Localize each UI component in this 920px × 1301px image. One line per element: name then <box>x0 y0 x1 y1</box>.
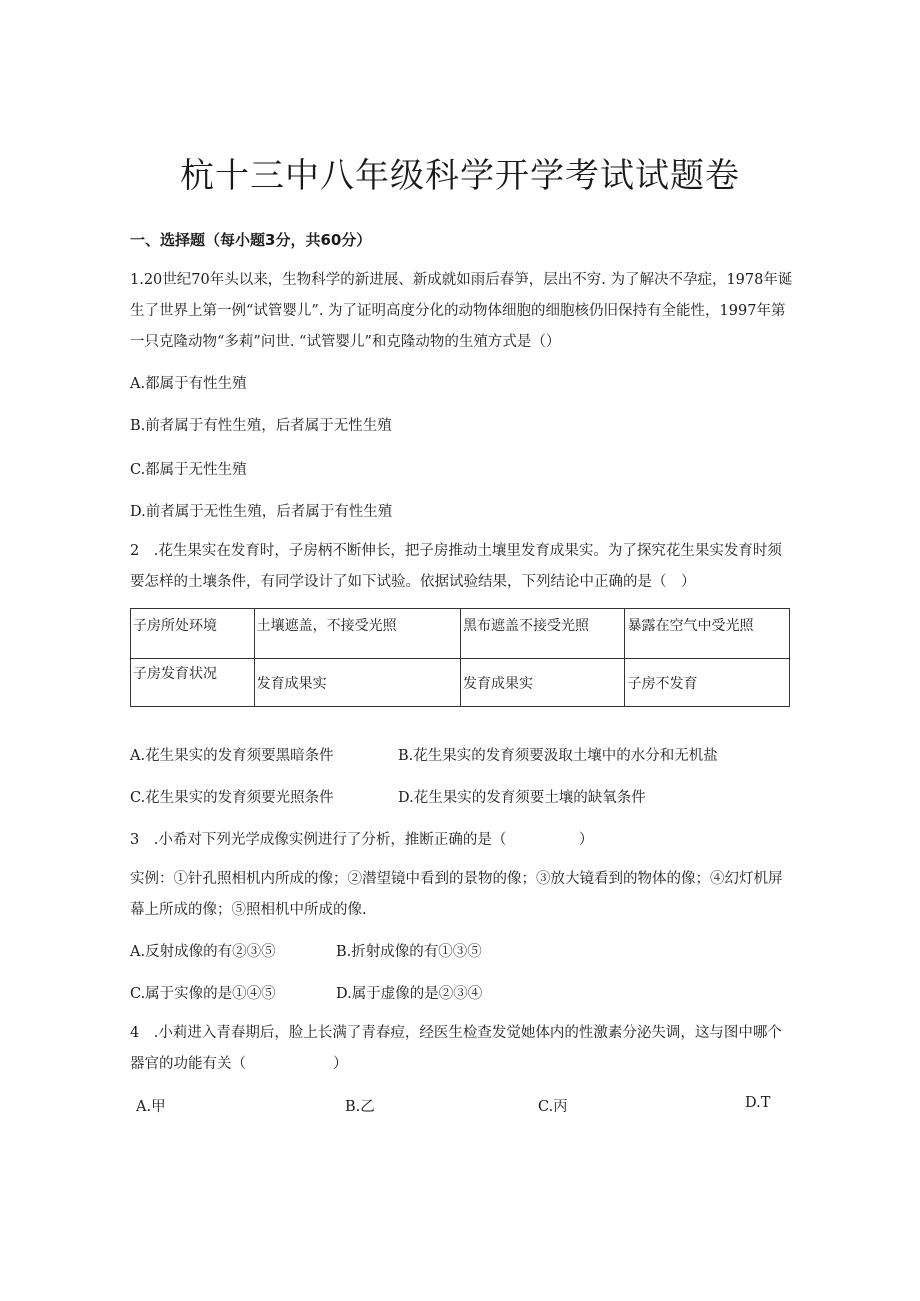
question-3-option-d: D.属于虚像的是②③④ <box>336 986 483 1002</box>
question-2-option-a: A.花生果实的发育须要黑暗条件 <box>130 748 334 764</box>
table-row <box>131 659 790 707</box>
table-cell: 土壤遮盖，不接受光照 <box>254 609 460 659</box>
table-cell: 黑布遮盖不接受光照 <box>461 609 625 659</box>
experiment-table <box>130 608 790 707</box>
table-row <box>131 609 790 659</box>
page-title: 杭十三中八年级科学开学考试试题卷 <box>180 156 740 196</box>
section-heading: 一、选择题（每小题3分，共60分） <box>130 231 372 249</box>
question-3-option-c: C.属于实像的是①④⑤ <box>130 986 276 1002</box>
question-4-stem: 4 .小莉进入青春期后，脸上长满了青春痘，经医生检查发觉她体内的性激素分泌失调，这与图中哪个器官的功能有关（ ） <box>130 1025 782 1072</box>
table-cell: 子房发育状况 <box>131 659 255 707</box>
question-2-option-d: D.花生果实的发育须要土壤的缺氧条件 <box>398 790 646 806</box>
question-3-option-a: A.反射成像的有②③⑤ <box>130 944 276 960</box>
table-cell: 暴露在空气中受光照 <box>625 609 790 659</box>
question-3-option-b: B.折射成像的有①③⑤ <box>336 944 482 960</box>
question-4-option-c: C.丙 <box>538 1099 568 1115</box>
question-3-examples: 实例：①针孔照相机内所成的像；②潜望镜中看到的景物的像；③放大镜看到的物体的像；④幻灯机屏幕上所成的像；⑤照相机中所成的像. <box>130 871 783 918</box>
table-cell: 子房所处环境 <box>131 609 255 659</box>
table-cell: 发育成果实 <box>461 659 625 707</box>
table-cell: 子房不发育 <box>625 659 790 707</box>
question-1-option-b: B.前者属于有性生殖，后者属于无性生殖 <box>130 418 392 434</box>
question-4-option-d: D.T <box>745 1095 771 1111</box>
question-2-option-c: C.花生果实的发育须要光照条件 <box>130 790 334 806</box>
table-cell: 发育成果实 <box>254 659 460 707</box>
question-1-option-a: A.都属于有性生殖 <box>130 376 247 392</box>
question-4-option-a: A.甲 <box>136 1099 166 1115</box>
question-1-option-c: C.都属于无性生殖 <box>130 462 247 478</box>
question-4-option-b: B.乙 <box>345 1099 375 1115</box>
question-3-stem: 3 .小希对下列光学成像实例进行了分析，推断正确的是（ ） <box>130 832 594 848</box>
question-2-stem: 2 .花生果实在发育时，子房柄不断伸长，把子房推动土壤里发育成果实。为了探究花生果实发育时须要怎样的土壤条件，有同学设计了如下试验。依据试验结果，下列结论中正确的是（ ） <box>130 543 782 590</box>
question-1-option-d: D.前者属于无性生殖，后者属于有性生殖 <box>130 504 393 520</box>
question-1-stem: 1.20世纪70年头以来，生物科学的新进展、新成就如雨后春笋，层出不穷. 为了解决不孕症，1978年诞生了世界上第一例“试管婴儿”. 为了证明高度分化的动物体细胞的细胞核仍旧保持有全能性，1997年第一只克隆动物“多莉”问世. “试管婴儿”和克隆动物的生殖方式是（） <box>130 272 793 350</box>
question-2-option-b: B.花生果实的发育须要汲取土壤中的水分和无机盐 <box>398 748 718 764</box>
